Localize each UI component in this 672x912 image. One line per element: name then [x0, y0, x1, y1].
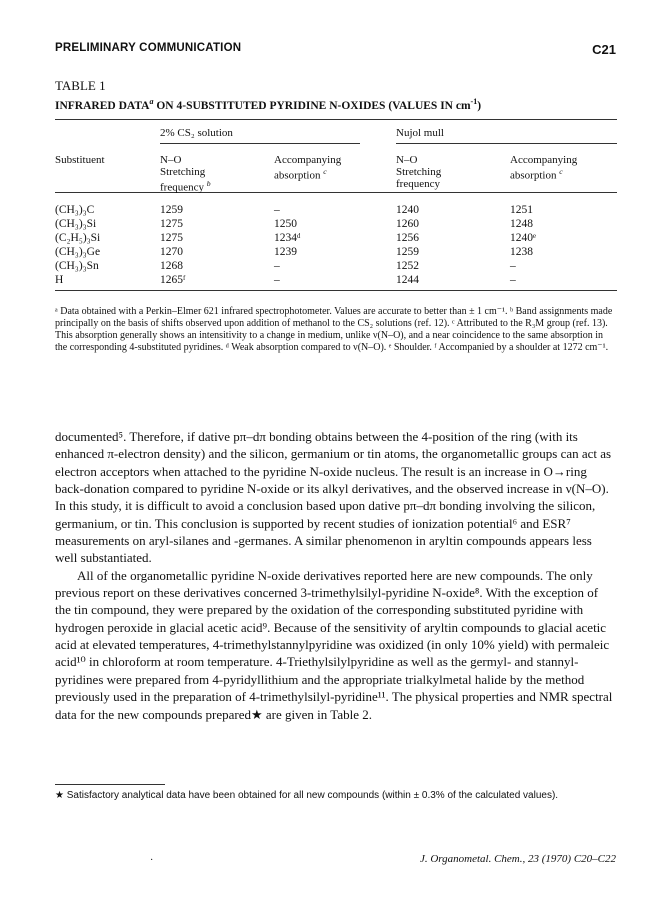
table-header-rule [55, 192, 617, 193]
cell-cs2-acc: – [274, 204, 280, 216]
cell-substituent: (CH₃)₃C [55, 204, 95, 216]
cell-cs2-no: 1268 [160, 260, 183, 272]
cell-nujol-acc: 1240ᵉ [510, 232, 536, 244]
cell-nujol-no: 1260 [396, 218, 419, 230]
body-paragraph: All of the organometallic pyridine N-oxide derivatives reported here are new compounds. The only previous report on these derivatives concerned 3-trimethylsilyl-pyridine N-oxide⁸. With the exception of the tin compound, they were prepared by the oxidation of the corresponding substituted pyridine with hydrogen peroxide in glacial acetic acid⁹. Because of the sensitivity of aryltin compounds to glacial acetic acid at elevated temperatures, 4-trimethylstannylpyridine was oxidized (in only 10% yield) with permaleic acid¹⁰ in chloroform at room temperature. 4-Triethylsilylpyridine as well as the germyl- and stannyl-pyridines were prepared from 4-pyridyllithium and the appropriate trialkylmetal halide by the method previously used in the preparation of 4-trimethylsilyl-pyridine¹¹. The physical properties and NMR spectral data for the new compounds prepared★ are given in Table 2. [55, 567, 613, 722]
cell-substituent: (CH₃)₃Ge [55, 246, 101, 258]
cell-nujol-no: 1252 [396, 260, 419, 272]
cell-cs2-no: 1259 [160, 204, 183, 216]
cell-cs2-no: 1275 [160, 218, 183, 230]
cell-substituent: (CH₃)₃Si [55, 218, 97, 230]
table-label: TABLE 1 [55, 78, 106, 93]
column-header-cs2-no-stretch: N–O Stretching frequency $^b$ [160, 154, 211, 194]
group-header-cs2: 2% CS₂ solution [160, 127, 233, 139]
cell-nujol-acc: – [510, 274, 516, 286]
body-text [55, 428, 617, 723]
cell-nujol-acc: 1248 [510, 218, 533, 230]
table-title: INFRARED DATA$^a$ ON 4-SUBSTITUTED PYRIDINE N-OXIDES (VALUES IN $cm^{-1}$) [55, 97, 482, 112]
stray-mark: · [150, 855, 154, 866]
cell-nujol-no: 1256 [396, 232, 419, 244]
column-header-substituent: Substituent [55, 154, 105, 166]
cs2-group-rule [160, 143, 360, 144]
table-footnotes: ᵃ Data obtained with a Perkin–Elmer 621 infrared spectrophotometer. Values are accurate to better than ± 1 cm⁻¹. ᵇ Band assignments made principally on the basis of shifts observed upon addition of methanol to the CS₂ solutions (ref. 12). ᶜ Attributed to the R₃M group (ref. 13). This absorption generally shows an intensitivity to a change in medium, unlike ν(N–O), and a near coincidence to the same absorption in the corresponding 4-substituted pyridines. ᵈ Weak absorption compared to ν(N–O). ᵉ Shoulder. ᶠ Accompanied by a shoulder at 1272 cm⁻¹. [55, 306, 613, 353]
cell-cs2-no: 1270 [160, 246, 183, 258]
cell-cs2-no: 1275 [160, 232, 183, 244]
cell-substituent: (CH₃)₃Sn [55, 260, 99, 272]
running-head: PRELIMINARY COMMUNICATION [55, 42, 242, 54]
footnote-separator-rule [55, 784, 165, 785]
body-paragraph: documented⁵. Therefore, if dative pπ–dπ bonding obtains between the 4-position of the ring (with its enhanced π-electron density) and the silicon, germanium or tin atoms, the organometallic groups can act as electron acceptors when attached to the pyridine N-oxide nucleus. The result is an increase in O→ring back-donation compared to pyridine N-oxide or its alkyl derivatives, and the observed increase in ν(N–O). In this study, it is difficult to avoid a conclusion based upon dative pπ–dπ bonding involving the silicon, germanium, or tin. This conclusion is supported by recent studies of ionization potential⁶ and ESR⁷ measurements on aryl-silanes and -germanes. A similar phenomenon in aryltin compounds appears less well substantiated. [55, 429, 612, 566]
cell-cs2-acc: – [274, 260, 280, 272]
cell-cs2-acc: 1250 [274, 218, 297, 230]
cell-cs2-acc: 1234ᵈ [274, 232, 301, 244]
cell-cs2-acc: 1239 [274, 246, 297, 258]
cell-nujol-acc: 1238 [510, 246, 533, 258]
cell-nujol-acc: – [510, 260, 516, 272]
cell-nujol-no: 1244 [396, 274, 419, 286]
cell-nujol-no: 1259 [396, 246, 419, 258]
cell-substituent: H [55, 274, 64, 286]
column-header-nujol-accompanying: Accompanying absorption $^c$ [510, 154, 578, 182]
nujol-group-rule [396, 143, 617, 144]
footnote-star: ★ Satisfactory analytical data have been obtained for all new compounds (within ± 0.3% of the calculated values). [55, 790, 559, 801]
column-header-nujol-no-stretch: N–O Stretching frequency [396, 154, 442, 190]
cell-nujol-acc: 1251 [510, 204, 533, 216]
group-header-nujol: Nujol mull [396, 127, 444, 139]
page-number: C21 [592, 42, 616, 57]
column-header-cs2-accompanying: Accompanying absorption $^c$ [274, 154, 342, 182]
cell-substituent: (C₂H₅)₃Si [55, 232, 101, 244]
cell-nujol-no: 1240 [396, 204, 419, 216]
table-bottom-rule [55, 290, 617, 291]
cell-cs2-acc: – [274, 274, 280, 286]
table-top-rule [55, 119, 617, 120]
cell-cs2-no: 1265ᶠ [160, 274, 186, 286]
journal-reference: J. Organometal. Chem., 23 (1970) C20–C22 [419, 853, 616, 865]
